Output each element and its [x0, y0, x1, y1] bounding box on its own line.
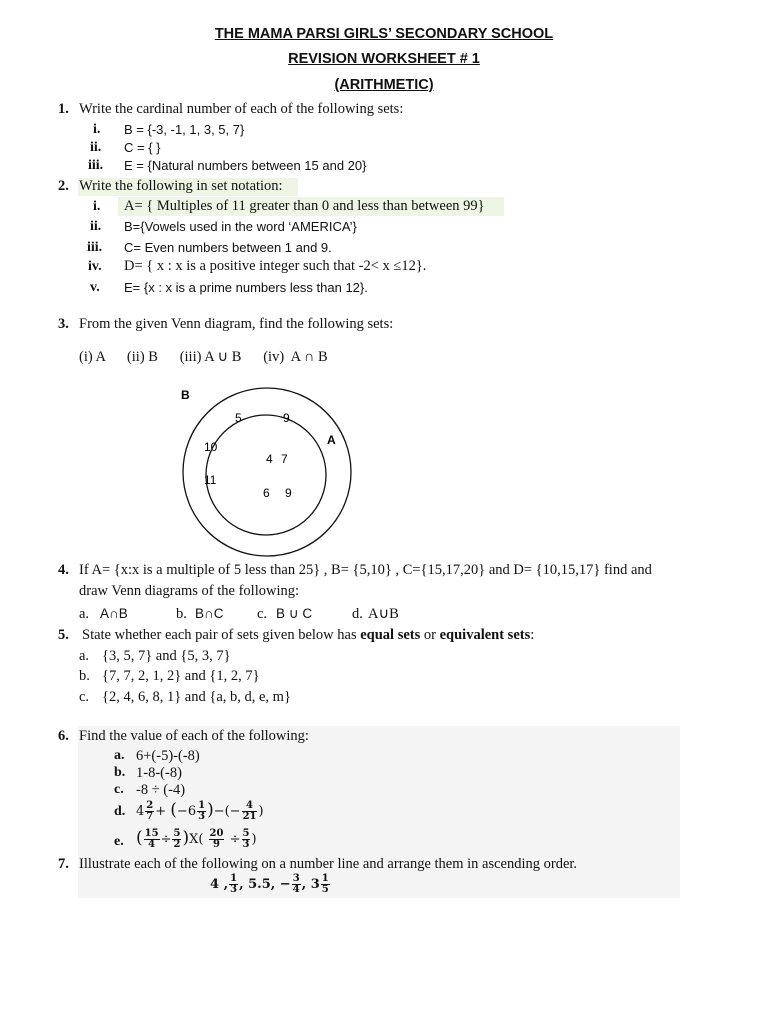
q4-item-label: a. — [79, 606, 90, 622]
venn-inner-circle — [206, 415, 326, 535]
q6-number: 6. — [58, 728, 69, 744]
q6-item-label: d. — [114, 804, 126, 819]
q5-number: 5. — [58, 627, 69, 643]
q3-number: 3. — [58, 316, 69, 332]
venn-number: 9 — [285, 486, 292, 500]
q2-item-text: C= Even numbers between 1 and 9. — [124, 240, 332, 255]
q2-number: 2. — [58, 178, 69, 194]
q2-item-text: D= { x : x is a positive integer such that -2< x ≤12}. — [124, 258, 427, 274]
q1-item-label: i. — [93, 122, 101, 137]
venn-number: 7 — [281, 452, 288, 466]
q5-equivalent-sets: equivalent sets — [439, 627, 531, 643]
q4-item-text: B∩C — [195, 606, 224, 621]
q6-item-label: c. — [114, 782, 124, 797]
q4-item-text: A∪B — [368, 606, 399, 622]
venn-number: 4 — [266, 452, 273, 466]
q2-item-label: v. — [90, 280, 100, 295]
q1-number: 1. — [58, 101, 69, 117]
q5-text-pre: State whether each pair of sets given below has — [82, 627, 361, 643]
q5-item-text: {7, 7, 2, 1, 2} and {1, 2, 7} — [102, 668, 260, 684]
q5-item-label: c. — [79, 689, 90, 705]
q1-item-text: C = { } — [124, 140, 161, 155]
q2-item-label: iii. — [87, 240, 103, 255]
q7-numbers: 4 , $\frac{1}{3}$ , 5.5, − $\frac{3}{4}$ , 3 $\frac{1}{5}$ — [210, 873, 329, 895]
q1-item-text: E = {Natural numbers between 15 and 20} — [124, 158, 367, 173]
q5-text-post: : — [530, 627, 535, 643]
venn-label-a: A — [327, 433, 336, 447]
q4-text-line2: draw Venn diagrams of the following: — [79, 583, 300, 599]
q6-text: Find the value of each of the following: — [79, 728, 309, 744]
q5-text — [82, 627, 534, 644]
venn-diagram — [170, 380, 390, 570]
q1-item-label: ii. — [90, 140, 102, 155]
q4-number: 4. — [58, 562, 69, 578]
q6-expression-d: 4 $\frac{2}{7}$ + (−6 $\frac{1}{3}$ )−(− $\frac{4}{21}$ ) — [136, 800, 264, 822]
q2-item-label: i. — [93, 199, 101, 214]
venn-number: 6 — [263, 486, 270, 500]
q4-item-text: A∩B — [100, 606, 128, 621]
q6-item-label: a. — [114, 748, 125, 763]
venn-number: 9 — [283, 411, 290, 425]
venn-label-b: B — [181, 388, 190, 402]
venn-number: 11 — [204, 473, 217, 487]
q5-item-label: b. — [79, 668, 90, 684]
q4-item-label: c. — [257, 606, 268, 622]
q5-item-text: {2, 4, 6, 8, 1} and {a, b, d, e, m} — [102, 689, 291, 705]
school-title: THE MAMA PARSI GIRLS’ SECONDARY SCHOOL — [214, 26, 554, 42]
q4-text: If A= {x:x is a multiple of 5 less than 25} , B= {5,10} , C={15,17,20} and D= {10,15,17} find and — [79, 562, 652, 578]
q5-item-label: a. — [79, 648, 90, 664]
q2-item-label: iv. — [88, 259, 102, 274]
q4-item-label: d. — [352, 606, 363, 622]
q3-parts: (i) A (ii) B (iii) A ∪ B (iv) A ∩ B — [79, 349, 328, 365]
q6-expression-e: ( $\frac{15}{4}$ ÷ $\frac{5}{2}$ )X( $\frac{20}{9}$ ÷ $\frac{5}{3}$ ) — [136, 828, 257, 850]
q6-item-text: 6+(-5)-(-8) — [136, 748, 200, 764]
q2-item-text: E= {x : x is a prime numbers less than 12}. — [124, 280, 368, 295]
q4-item-text: B ∪ C — [276, 606, 313, 621]
q6-item-label: b. — [114, 765, 126, 780]
q6-item-label: e. — [114, 834, 124, 849]
q7-text: Illustrate each of the following on a number line and arrange them in ascending order. — [79, 856, 578, 872]
q6-item-text: -8 ÷ (-4) — [136, 782, 186, 798]
venn-number: 5 — [235, 411, 242, 425]
subject-title: (ARITHMETIC) — [334, 77, 434, 93]
q5-text-mid: or — [420, 627, 440, 643]
worksheet-title: REVISION WORKSHEET # 1 — [288, 51, 480, 67]
q1-item-text: B = {-3, -1, 1, 3, 5, 7} — [124, 122, 245, 137]
q2-item-text: B={Vowels used in the word ‘AMERICA’} — [124, 219, 357, 234]
q3-text: From the given Venn diagram, find the following sets: — [79, 316, 394, 332]
q4-item-label: b. — [176, 606, 187, 622]
q6-item-text: 1-8-(-8) — [136, 765, 182, 781]
q7-number: 7. — [58, 856, 69, 872]
q5-item-text: {3, 5, 7} and {5, 3, 7} — [102, 648, 231, 664]
venn-number: 10 — [204, 440, 218, 454]
q2-item-text: A= { Multiples of 11 greater than 0 and less than between 99} — [124, 198, 485, 214]
q1-text: Write the cardinal number of each of the following sets: — [79, 101, 404, 117]
q2-text: Write the following in set notation: — [79, 178, 283, 194]
q1-item-label: iii. — [88, 158, 104, 173]
q2-item-label: ii. — [90, 219, 102, 234]
q5-equal-sets: equal sets — [360, 627, 421, 643]
